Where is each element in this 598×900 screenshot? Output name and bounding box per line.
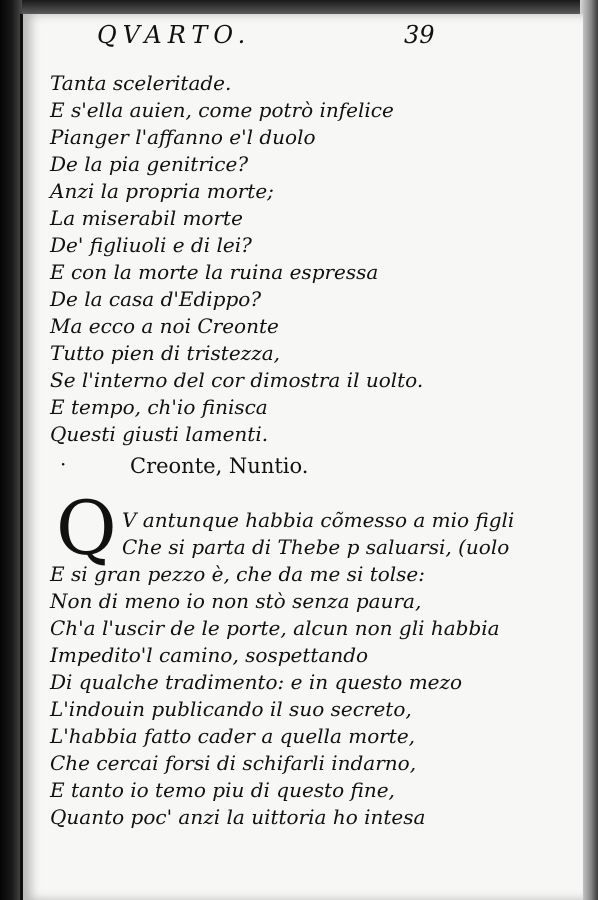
- verse-line: E s'ella auien, come potrò infelice: [50, 98, 394, 122]
- verse-line: Non di meno io non stò senza paura,: [50, 589, 422, 613]
- book-top-edge: [0, 0, 598, 14]
- page-number: 39: [404, 21, 435, 49]
- scene-heading: Creonte, Nuntio.: [130, 454, 309, 478]
- verse-line: De la pia genitrice?: [50, 152, 249, 176]
- verse-line: E si gran pezzo è, che da me si tolse:: [50, 562, 426, 586]
- verse-line: Quanto poc' anzi la uittoria ho intesa: [50, 805, 426, 829]
- verse-line: Impedito'l camino, sospettando: [50, 643, 369, 667]
- ornament-dot: ·: [60, 452, 67, 476]
- verse-line: Ch'a l'uscir de le porte, alcun non gli habbia: [50, 616, 500, 640]
- verse-line: Questi giusti lamenti.: [50, 422, 269, 446]
- verse-line: Pianger l'affanno e'l duolo: [50, 125, 316, 149]
- verse-line: Ma ecco a noi Creonte: [50, 314, 279, 338]
- verse-line: Tutto pien di tristezza,: [50, 341, 281, 365]
- verse-line: L'habbia fatto cader a quella morte,: [50, 724, 416, 748]
- verse-line: De' figliuoli e di lei?: [50, 233, 252, 257]
- verse-line: Che cercai forsi di schifarli indarno,: [50, 751, 417, 775]
- book-spine: [0, 0, 22, 900]
- verse-line: E tempo, ch'io finisca: [50, 395, 268, 419]
- verse-line: Che si parta di Thebe p saluarsi, (uolo: [122, 535, 510, 559]
- running-head: QVARTO.: [97, 21, 252, 49]
- verse-line: Di qualche tradimento: e in questo mezo: [50, 670, 463, 694]
- verse-line: De la casa d'Edippo?: [50, 287, 262, 311]
- verse-line: E con la morte la ruina espressa: [50, 260, 379, 284]
- verse-line: E tanto io temo piu di questo fine,: [50, 778, 395, 802]
- verse-line: Anzi la propria morte;: [50, 179, 274, 203]
- verse-line: Se l'interno del cor dimostra il uolto.: [50, 368, 424, 392]
- verse-line: L'indouin publicando il suo secreto,: [50, 697, 412, 721]
- verse-line: La miserabil morte: [50, 206, 243, 230]
- drop-cap: Q: [56, 486, 117, 572]
- verse-line: V antunque habbia cõmesso a mio figli: [122, 508, 515, 532]
- verse-line: Tanta sceleritade.: [50, 71, 232, 95]
